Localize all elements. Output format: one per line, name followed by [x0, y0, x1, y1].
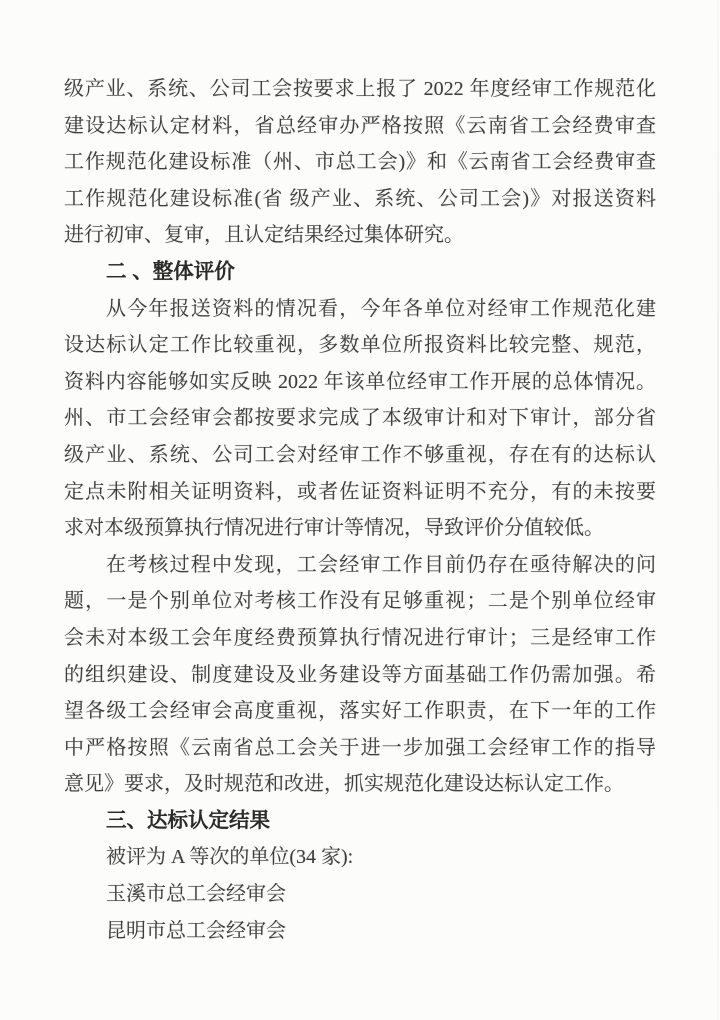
document-line: 望各级工会经审会高度重视，落实好工作职责，在下一年的工作 — [64, 700, 656, 723]
document-line: 意见》要求，及时规范和改进，抓实规范化建设达标认定工作。 — [64, 773, 624, 796]
document-line: 进行初审、复审，且认定结果经过集体研究。 — [64, 224, 464, 247]
document-line: 州、市工会经审会都按要求完成了本级审计和对下审计，部分省 — [64, 407, 656, 430]
document-line: 被评为 A 等次的单位(34 家): — [106, 846, 354, 869]
document-line: 求对本级预算执行情况进行审计等情况，导致评价分值较低。 — [64, 517, 604, 540]
document-line: 工作规范化建设标准（州、市总工会)》和《云南省工会经费审查 — [64, 151, 656, 174]
document-line: 在考核过程中发现，工会经审工作目前仍存在亟待解决的问 — [106, 553, 656, 576]
document-line: 工作规范化建设标准(省 级产业、系统、公司工会)》对报送资料 — [64, 187, 656, 210]
document-line: 设达标认定工作比较重视，多数单位所报资料比较完整、规范， — [64, 334, 656, 357]
document-line: 题，一是个别单位对考核工作没有足够重视；二是个别单位经审 — [64, 590, 656, 613]
document-line: 会未对本级工会年度经费预算执行情况进行审计；三是经审工作 — [64, 626, 656, 649]
document-line: 级产业、系统、公司工会按要求上报了 2022 年度经审工作规范化 — [64, 78, 656, 100]
section-heading: 二 、整体评价 — [106, 259, 235, 283]
scan-edge-artifact — [717, 0, 719, 1020]
document-body — [64, 71, 656, 949]
document-line: 级产业、系统、公司工会对经审工作不够重视，存在有的达标认 — [64, 443, 656, 466]
document-line: 定点未附相关证明资料，或者佐证资料证明不充分，有的未按要 — [64, 480, 656, 503]
document-line: 从今年报送资料的情况看，今年各单位对经审工作规范化建 — [106, 297, 656, 320]
document-line: 中严格按照《云南省总工会关于进一步加强工会经审工作的指导 — [64, 736, 656, 759]
document-line: 资料内容能够如实反映 2022 年该单位经审工作开展的总体情况。 — [64, 370, 656, 393]
section-heading: 三、达标认定结果 — [106, 808, 270, 832]
list-item: 昆明市总工会经审会 — [106, 919, 286, 942]
list-item: 玉溪市总工会经审会 — [106, 883, 286, 906]
document-line: 建设达标认定材料，省总经审办严格按照《云南省工会经费审查 — [64, 114, 656, 137]
document-line: 的组织建设、制度建设及业务建设等方面基础工作仍需加强。希 — [64, 663, 656, 686]
